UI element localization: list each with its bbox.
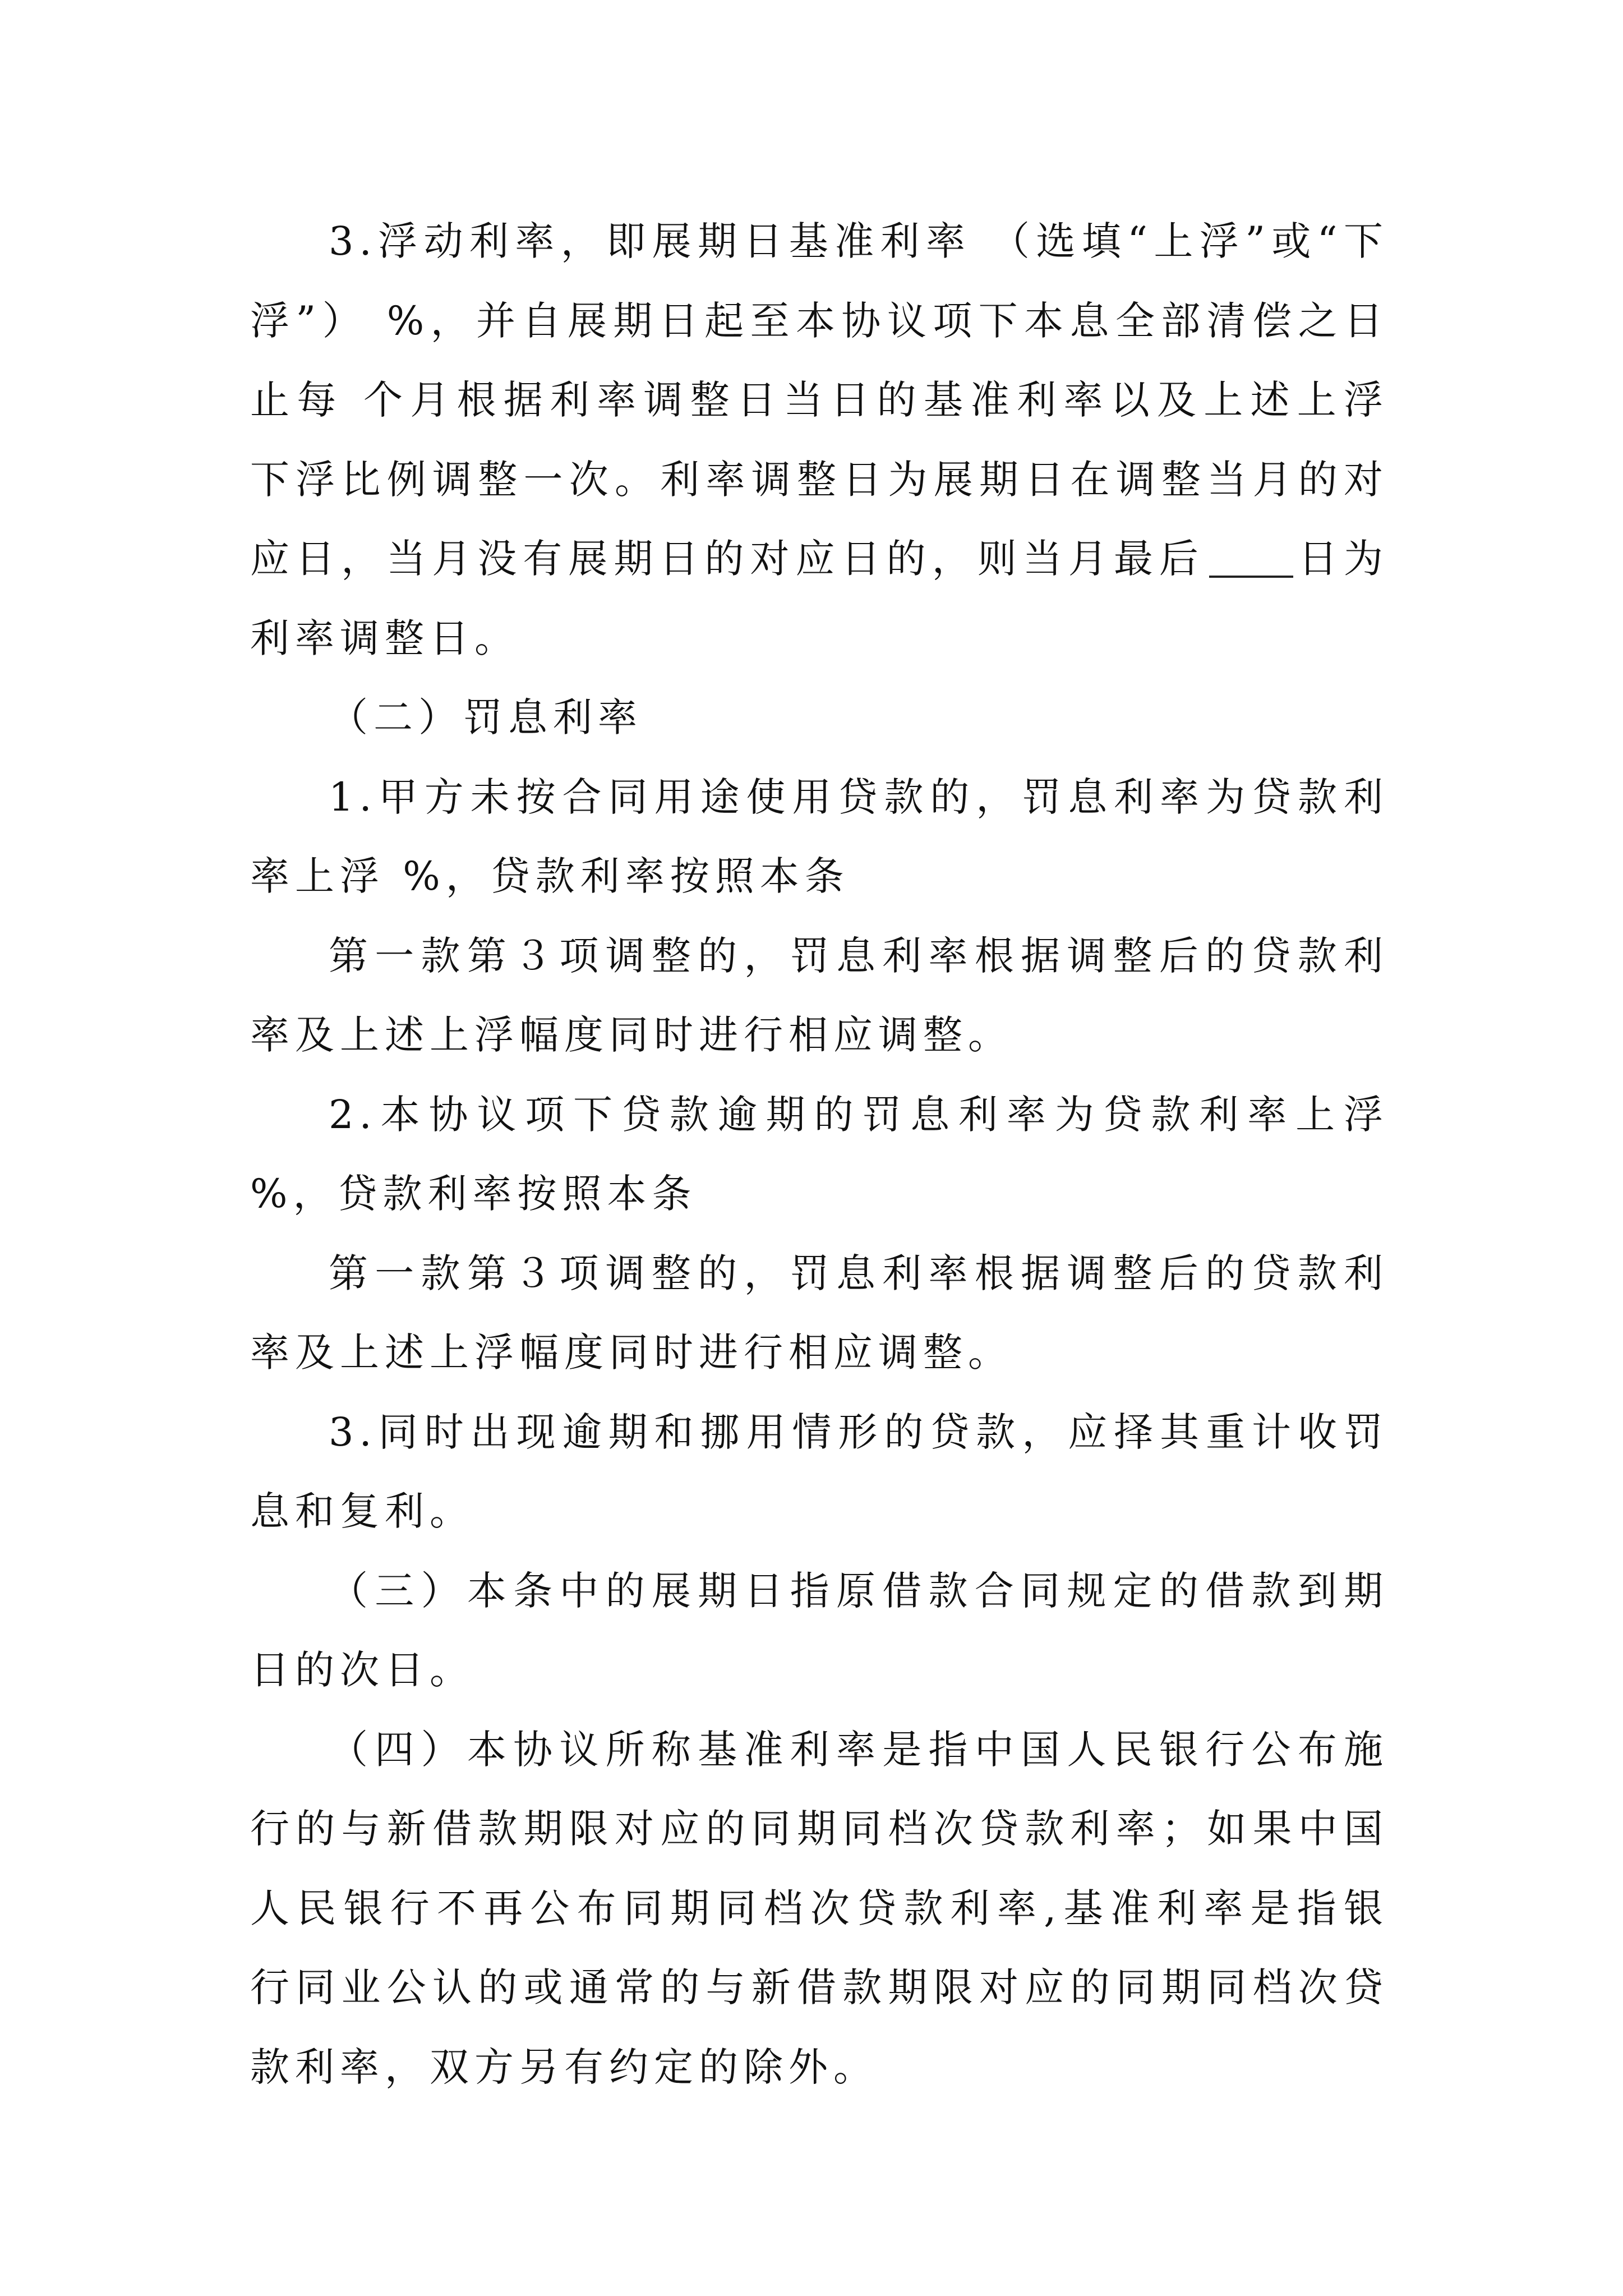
document-body xyxy=(250,202,1389,2107)
paragraph-misuse-penalty: 1.甲方未按合同用途使用贷款的，罚息利率为贷款利率上浮 %，贷款利率按照本条 xyxy=(250,774,1389,899)
paragraph-overdue-adjustment: 第一款第３项调整的，罚息利率根据调整后的贷款利率及上述上浮幅度同时进行相应调整。 xyxy=(250,1250,1389,1375)
paragraph-overdue-penalty: 2.本协议项下贷款逾期的罚息利率为贷款利率上浮 %，贷款利率按照本条 xyxy=(250,1091,1389,1217)
paragraph-floating-rate xyxy=(250,202,1389,678)
floating-rate-text: 3.浮动利率，即展期日基准利率 （选填“上浮”或“下浮”） %，并自展期日起至本协议项下本息全部清偿之日止每 个月根据利率调整日当日的基准利率以及上述上浮下浮比例调整一次。利率调整日为展期日在调整当月的对应日，当月没有展期日的对应日的，则当月最后 xyxy=(250,218,1389,582)
paragraph-combined-penalty: 3.同时出现逾期和挪用情形的贷款，应择其重计收罚息和复利。 xyxy=(250,1409,1389,1534)
fill-in-blank xyxy=(1209,576,1293,578)
floating-rate-text-end: 日为利率调整日。 xyxy=(250,536,1389,661)
paragraph-misuse-adjustment: 第一款第３项调整的，罚息利率根据调整后的贷款利率及上述上浮幅度同时进行相应调整。 xyxy=(250,932,1389,1058)
heading-penalty-rate: （二）罚息利率 xyxy=(329,694,643,740)
paragraph-extension-date: （三）本条中的展期日指原借款合同规定的借款到期日的次日。 xyxy=(250,1567,1389,1693)
paragraph-benchmark-rate: （四）本协议所称基准利率是指中国人民银行公布施行的与新借款期限对应的同期同档次贷款利率；如果中国人民银行不再公布同期同档次贷款利率,基准利率是指银行同业公认的或通常的与新借款期限对应的同期同档次贷款利率，双方另有约定的除外。 xyxy=(250,1726,1389,2090)
